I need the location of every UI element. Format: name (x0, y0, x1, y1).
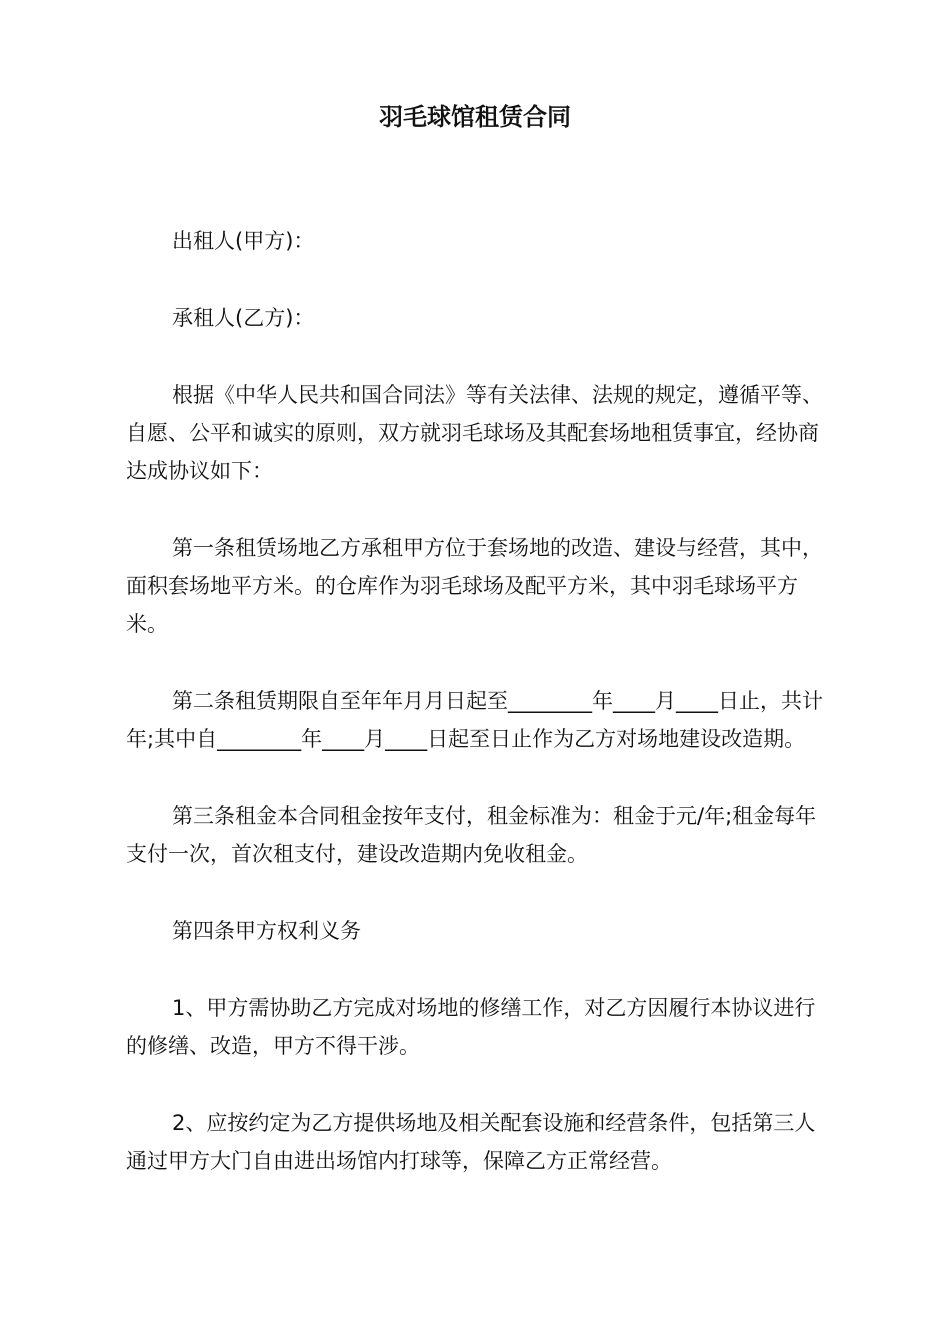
document-body (126, 222, 826, 1219)
paragraph-lessor: 出租人(甲方)： (172, 229, 315, 253)
paragraph-article-4-item-2: 2、应按约定为乙方提供场地及相关配套设施和经营条件，包括第三人通过甲方大门自由进出场馆内打球等，保障乙方正常经营。 (126, 1111, 816, 1173)
paragraph-article-2: 第二条租赁期限自至年年月月日起至________年____月____日止，共计年;其中自________年____月____日起至日止作为乙方对场地建设改造期。 (126, 689, 823, 751)
document-title: 羽毛球馆租赁合同 (379, 103, 571, 131)
paragraph-article-1: 第一条租赁场地乙方承租甲方位于套场地的改造、建设与经营，其中，面积套场地平方米。的仓库作为羽毛球场及配平方米，其中羽毛球场平方米。 (126, 536, 823, 636)
paragraph-article-4-heading: 第四条甲方权利义务 (172, 919, 361, 943)
paragraph-lessee: 承租人(乙方)： (172, 306, 315, 330)
paragraph-preamble: 根据《中华人民共和国合同法》等有关法律、法规的规定，遵循平等、自愿、公平和诚实的原则，双方就羽毛球场及其配套场地租赁事宜，经协商达成协议如下： (126, 383, 823, 483)
paragraph-article-4-item-1: 1、甲方需协助乙方完成对场地的修缮工作，对乙方因履行本协议进行的修缮、改造，甲方不得干涉。 (126, 996, 816, 1058)
paragraph-article-3: 第三条租金本合同租金按年支付，租金标准为：租金于元/年;租金每年支付一次，首次租支付，建设改造期内免收租金。 (126, 804, 817, 866)
